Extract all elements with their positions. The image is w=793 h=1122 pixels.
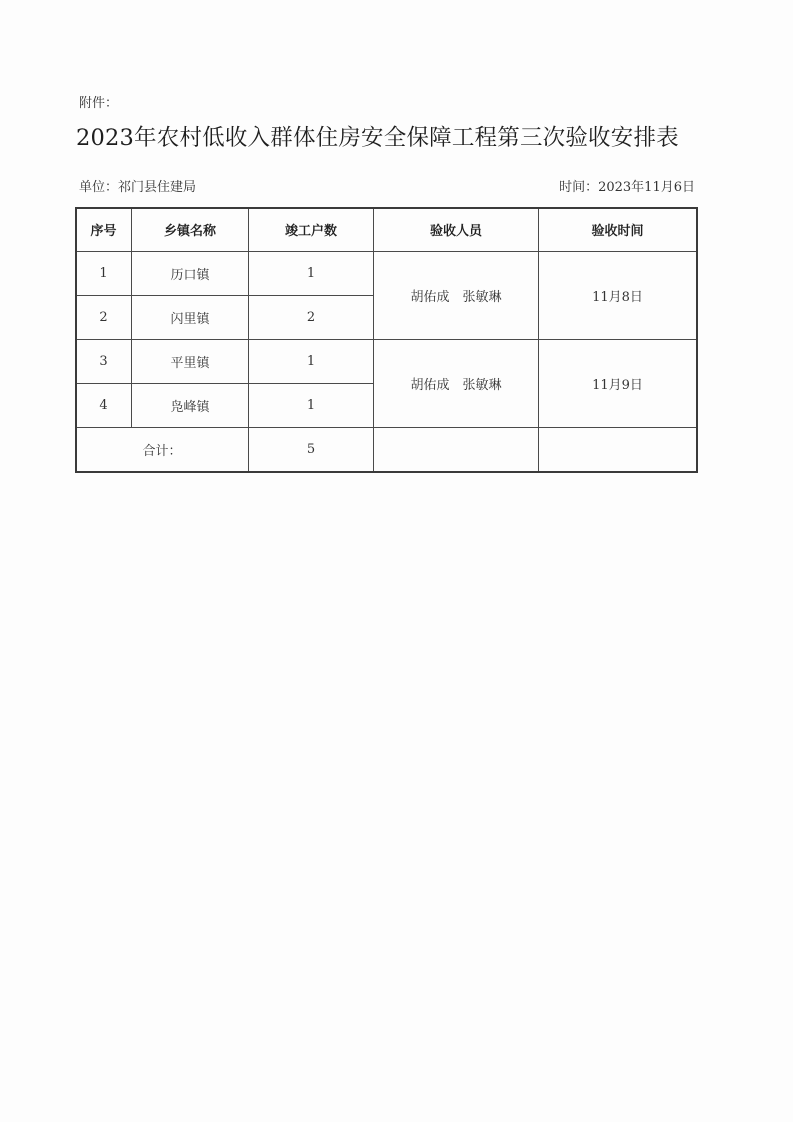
total-label: 合计： (76, 428, 249, 472)
cell-count: 1 (249, 384, 374, 428)
table-total-row (76, 428, 697, 472)
header-count: 竣工户数 (249, 208, 374, 252)
attachment-label: 附件： (79, 96, 119, 111)
header-inspectors: 验收人员 (374, 208, 539, 252)
header-time: 验收时间 (539, 208, 697, 252)
cell-time: 11月8日 (539, 252, 697, 340)
cell-inspectors: 胡佑成 张敏琳 (374, 340, 539, 428)
cell-count: 1 (249, 252, 374, 296)
table-row (76, 252, 697, 296)
cell-town: 平里镇 (132, 340, 249, 384)
acceptance-schedule-table (75, 207, 697, 472)
table-row (76, 340, 697, 384)
cell-no: 2 (76, 296, 132, 340)
table-header-row (76, 208, 697, 252)
cell-inspectors: 胡佑成 张敏琳 (374, 252, 539, 340)
unit-line: 单位：祁门县住建局 (79, 180, 197, 195)
total-empty-time (539, 428, 697, 472)
header-no: 序号 (76, 208, 132, 252)
document-title: 2023年农村低收入群体住房安全保障工程第三次验收安排表 (76, 125, 679, 151)
cell-town: 凫峰镇 (132, 384, 249, 428)
cell-town: 历口镇 (132, 252, 249, 296)
cell-count: 2 (249, 296, 374, 340)
cell-town: 闪里镇 (132, 296, 249, 340)
header-town: 乡镇名称 (132, 208, 249, 252)
cell-no: 4 (76, 384, 132, 428)
total-empty-inspectors (374, 428, 539, 472)
cell-time: 11月9日 (539, 340, 697, 428)
cell-no: 3 (76, 340, 132, 384)
total-count: 5 (249, 428, 374, 472)
date-line: 时间：2023年11月6日 (559, 180, 695, 195)
cell-no: 1 (76, 252, 132, 296)
cell-count: 1 (249, 340, 374, 384)
